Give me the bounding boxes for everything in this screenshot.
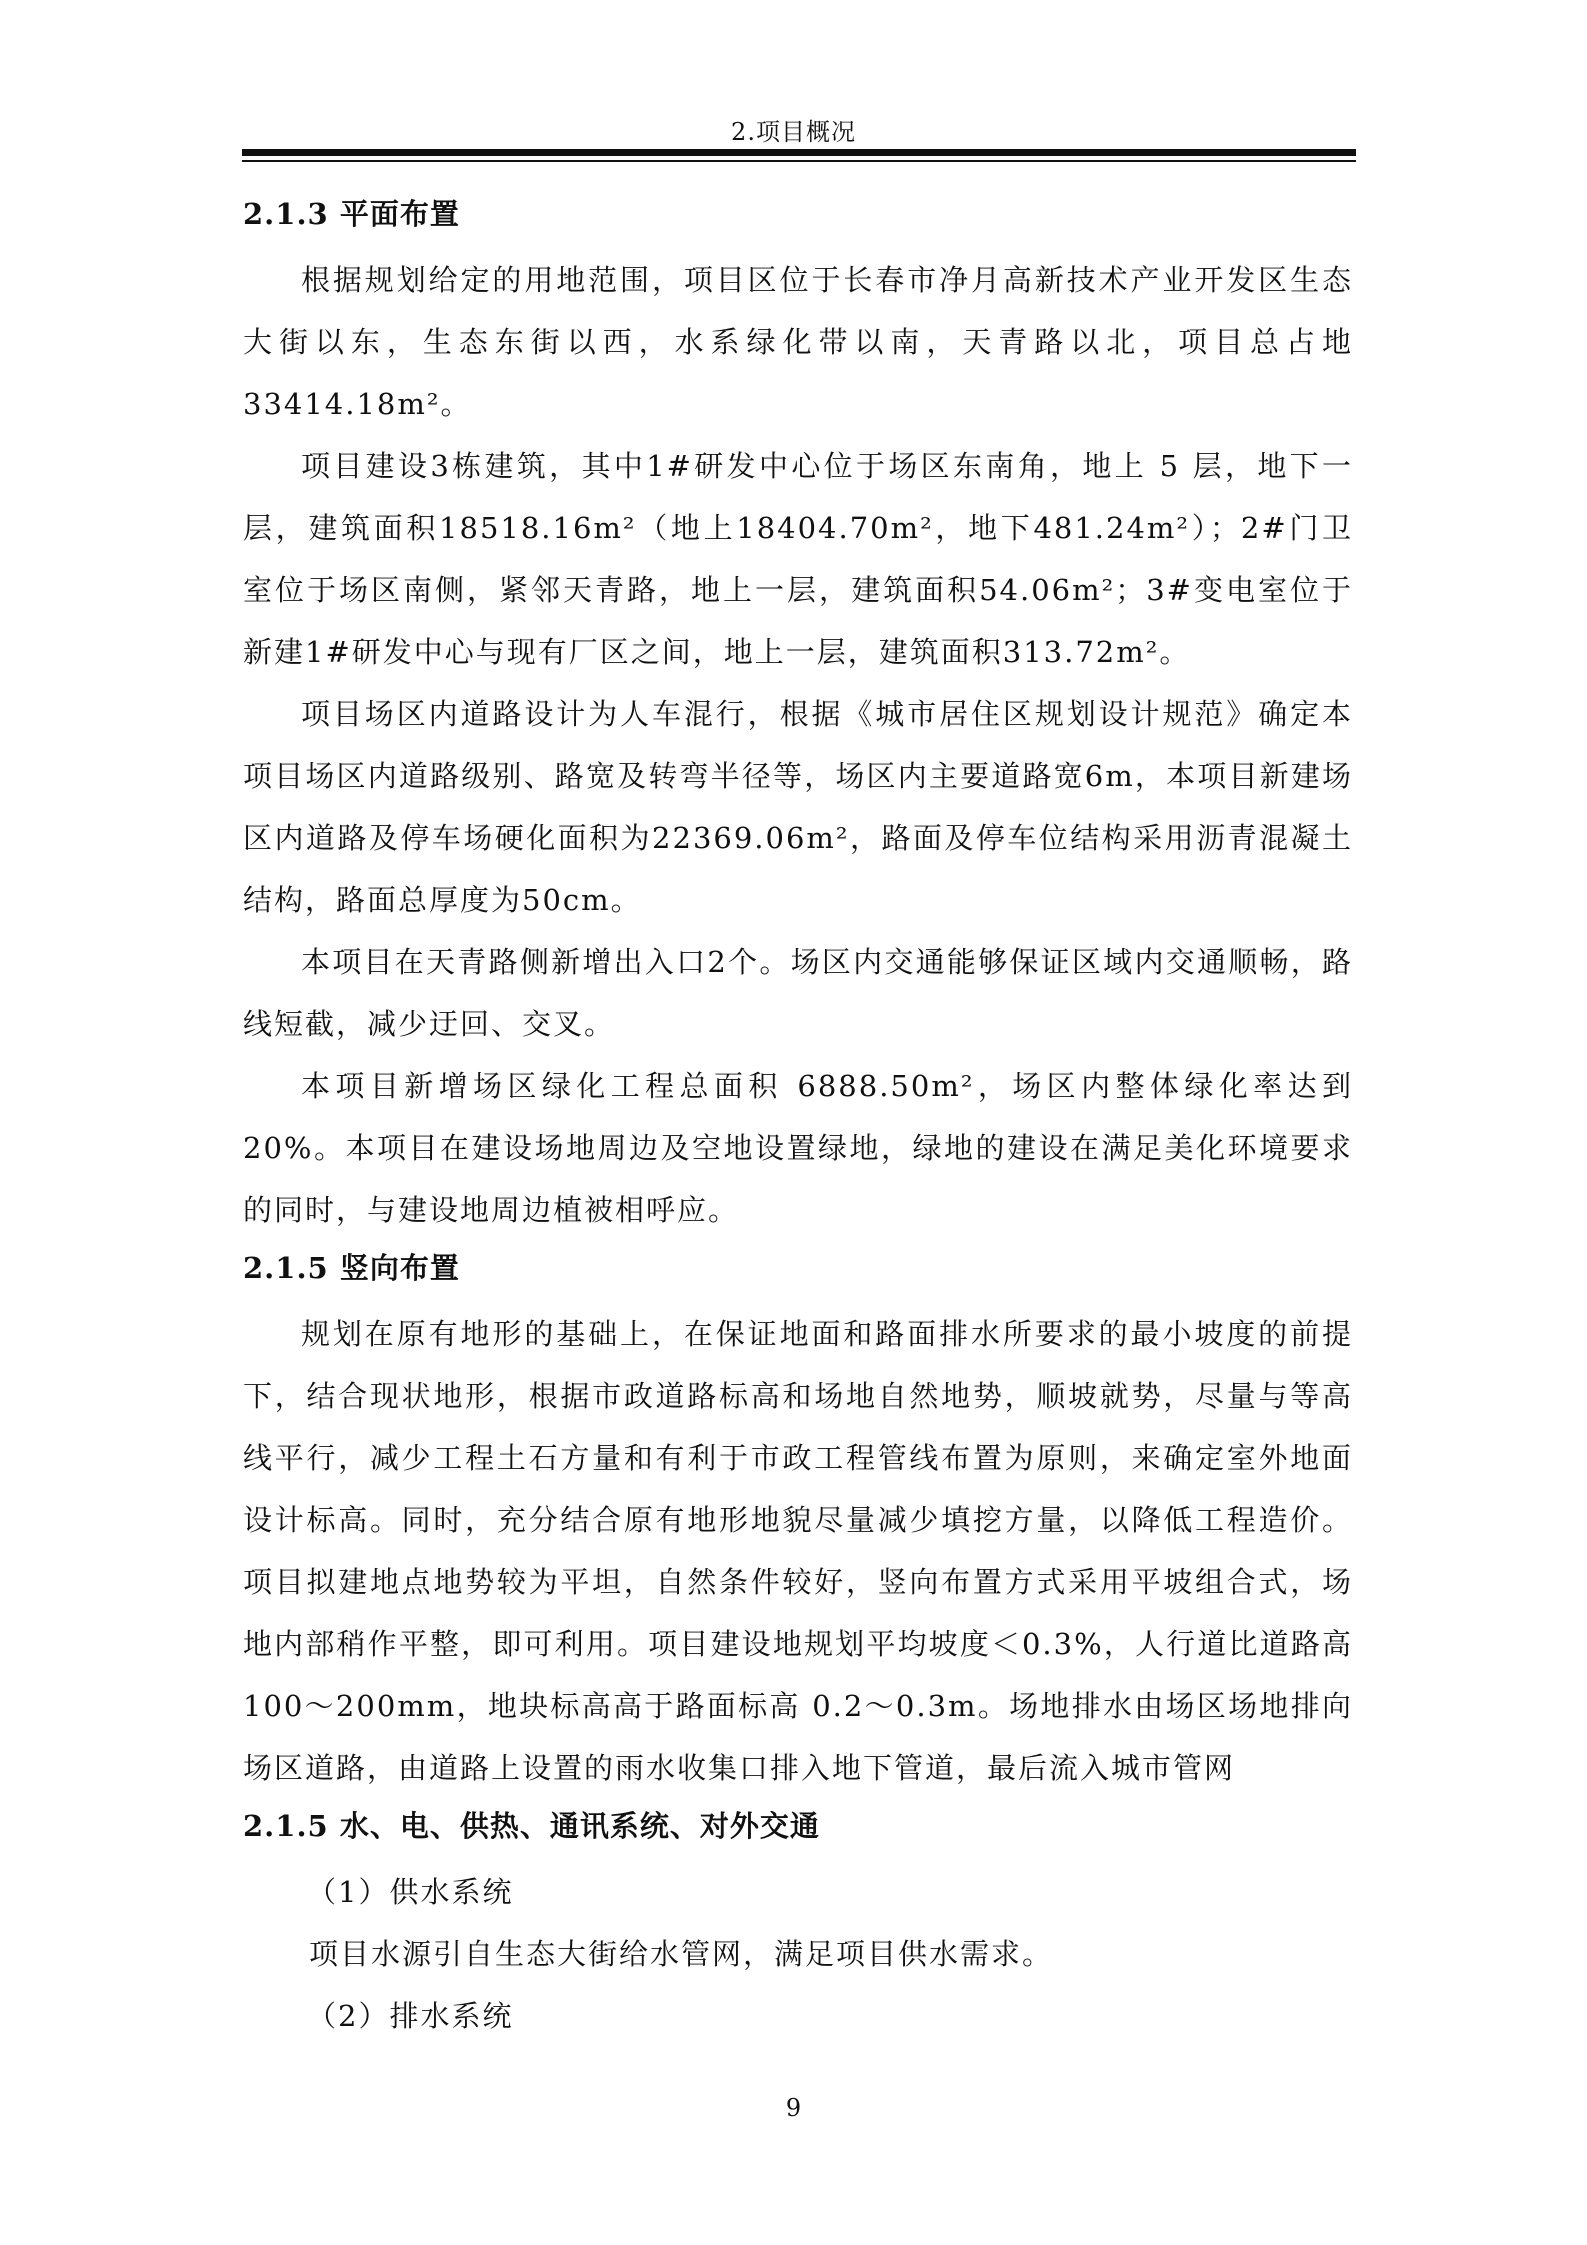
section-heading-vertical: 2.1.5 竖向布置: [243, 1251, 460, 1285]
page-number: 9: [785, 2094, 802, 2122]
paragraph-greening: 本项目新增场区绿化工程总面积 6888.50m²，场区内整体绿化率达到 20%。本项目在建设场地周边及空地设置绿地，绿地的建设在满足美化环境要求的同时，与建设地周边植被相呼应。: [243, 1069, 1353, 1227]
paragraph-vertical-layout: 规划在原有地形的基础上，在保证地面和路面排水所要求的最小坡度的前提下，结合现状地形，根据市政道路标高和场地自然地势，顺坡就势，尽量与等高线平行，减少工程土石方量和有利于市政工程管线布置为原则，来确定室外地面设计标高。同时，充分结合原有地形地貌尽量减少填挖方量，以降低工程造价。项目拟建地点地势较为平坦，自然条件较好，竖向布置方式采用平坡组合式，场地内部稍作平整，即可利用。项目建设地规划平均坡度＜0.3%，人行道比道路高100～200mm，地块标高高于路面标高 0.2～0.3m。场地排水由场区场地排向场区道路，由道路上设置的雨水收集口排入地下管道，最后流入城市管网: [243, 1317, 1353, 1785]
header-rule-thin: [242, 160, 1356, 162]
item-text-water-supply: 项目水源引自生态大街给水管网，满足项目供水需求。: [309, 1937, 1054, 1971]
paragraph-buildings: 项目建设3栋建筑，其中1#研发中心位于场区东南角，地上 5 层，地下一层，建筑面积18518.16m²（地上18404.70m²，地下481.24m²）；2#门卫室位于场区南侧，紧邻天青路，地上一层，建筑面积54.06m²；3#变电室位于新建1#研发中心与现有厂区之间，地上一层，建筑面积313.72m²。: [243, 449, 1353, 669]
item-label-drainage: （2）排水系统: [307, 1999, 514, 2033]
section-heading-layout: 2.1.3 平面布置: [243, 197, 460, 231]
section-heading-utilities: 2.1.5 水、电、供热、通讯系统、对外交通: [243, 1809, 820, 1843]
paragraph-site-range: 根据规划给定的用地范围，项目区位于长春市净月高新技术产业开发区生态大街以东，生态东街以西，水系绿化带以南，天青路以北，项目总占地33414.18m²。: [243, 263, 1353, 421]
paragraph-entrances: 本项目在天青路侧新增出入口2个。场区内交通能够保证区域内交通顺畅，路线短截，减少迂回、交叉。: [243, 945, 1353, 1041]
page-body: [243, 187, 1353, 2047]
paragraph-roads: 项目场区内道路设计为人车混行，根据《城市居住区规划设计规范》确定本项目场区内道路级别、路宽及转弯半径等，场区内主要道路宽6m，本项目新建场区内道路及停车场硬化面积为22369.06m²，路面及停车位结构采用沥青混凝土结构，路面总厚度为50cm。: [243, 697, 1353, 917]
item-label-water-supply: （1）供水系统: [307, 1875, 514, 1909]
running-header-title: 2.项目概况: [731, 118, 856, 146]
header-rule-thick: [242, 149, 1356, 156]
